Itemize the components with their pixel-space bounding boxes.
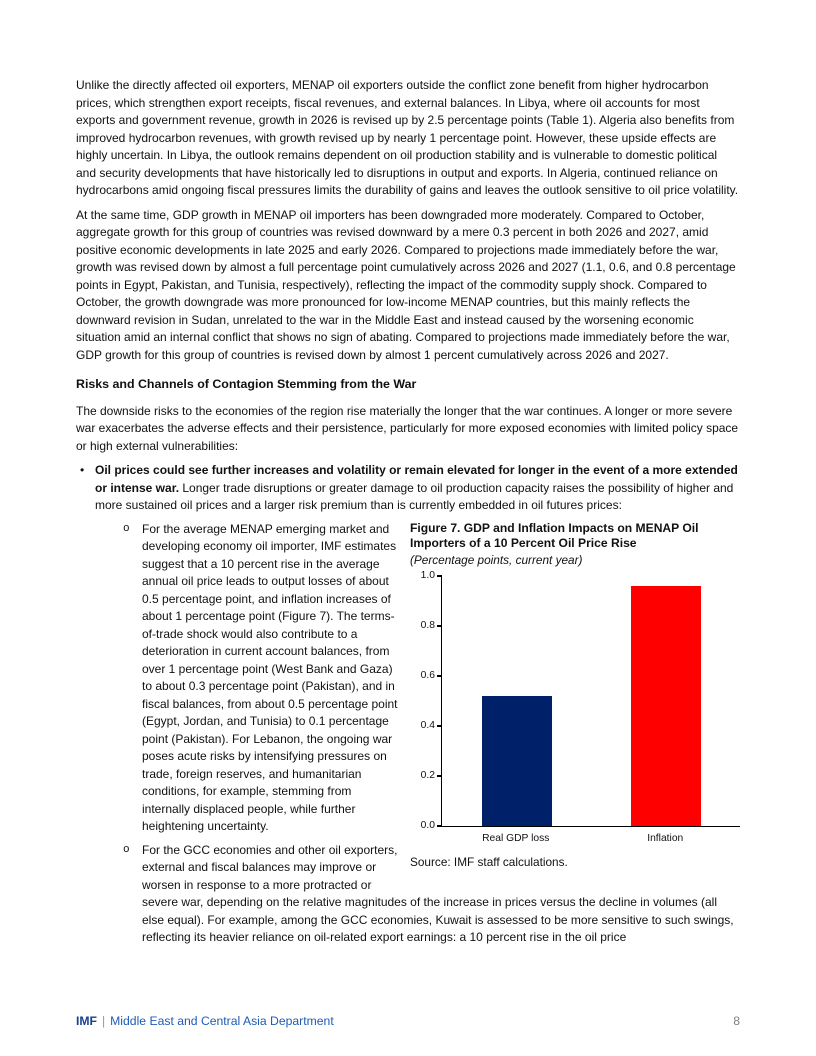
- figure-subtitle: (Percentage points, current year): [410, 552, 583, 567]
- y-tick-label: 0.8: [420, 619, 435, 631]
- footer-separator: |: [101, 1014, 106, 1028]
- figure-title: Figure 7. GDP and Inflation Impacts on MENAP Oil Importers of a 10 Percent Oil Price Rise: [410, 520, 699, 550]
- bullet-icon: •: [80, 463, 85, 477]
- sub-bullet-gcc-economies: [76, 842, 740, 947]
- footer-department: Middle East and Central Asia Department: [110, 1014, 334, 1028]
- sub-bullet-area: [76, 521, 740, 947]
- imf-logo: IMF: [76, 1014, 97, 1028]
- section-heading: Risks and Channels of Contagion Stemming from the War: [76, 377, 417, 391]
- y-tick-label: 0.4: [420, 719, 435, 731]
- bullet-rest-text: Longer trade disruptions or greater damage to oil production capacity raises the possibility of higher and more sustained oil prices and a larger risk premium than is currently embedded in oil futures prices:: [95, 480, 734, 512]
- bullet-oil-prices: [76, 462, 740, 515]
- page-number: 8: [733, 1014, 740, 1028]
- paragraph-oil-exporters: Unlike the directly affected oil exporters, MENAP oil exporters outside the conflict zone benefit from higher hydrocarbon prices, which strengthen export receipts, fiscal revenues, and external balances. In Libya, where oil accounts for most exports and government revenue, growth in 2026 is revised up by 2.5 percentage points (Table 1). Algeria also benefits from improved hydrocarbon revenues, with growth revised up by nearly 1 percentage point. However, these upside effects are highly uncertain. In Libya, the outlook remains dependent on oil production stability and is vulnerable to domestic political and security developments that have historically led to disruptions in output and exports. In Algeria, continued reliance on hydrocarbons amid ongoing fiscal pressures limits the durability of gains and leaves the outlook sensitive to oil price volatility.: [76, 78, 739, 197]
- sub-bullet-oil-importer-impact: [76, 521, 740, 836]
- sub-bullet-text: For the GCC economies and other oil exporters, external and fiscal balances may improve or worsen in response to a more protracted or severe war, depending on the relative magnitudes of the increase in prices versus the decline in volumes (all else equal). For example, among the GCC economies, Kuwait is assessed to be more sensitive to such swings, reflecting its heavier reliance on oil-related export earnings: a 10 percent rise in the oil price: [142, 842, 734, 944]
- footer-left: [76, 1013, 334, 1031]
- figure-source: Source: IMF staff calculations.: [410, 854, 568, 869]
- y-tick-label: 0.0: [420, 819, 435, 831]
- y-tick-label: 1.0: [420, 569, 435, 581]
- y-tick-label: 0.6: [420, 669, 435, 681]
- section-intro: The downside risks to the economies of the region rise materially the longer that the war continues. A longer or more severe war exacerbates the adverse effects and their persistence, particularly for more exposed economies with limited policy space or high external vulnerabilities:: [76, 403, 739, 453]
- page-footer: [76, 1013, 740, 1031]
- y-tick-label: 0.2: [420, 769, 435, 781]
- x-category-label: Real GDP loss: [482, 832, 550, 844]
- bullet-bold-text: Oil prices could see further increases and volatility or remain elevated for longer in the event of a more extended or intense war.: [95, 463, 738, 495]
- circle-bullet-icon: o: [123, 523, 130, 535]
- paragraph-oil-importers: At the same time, GDP growth in MENAP oil importers has been downgraded more moderately. Compared to October, aggregate growth for this group of countries was revised downward by a mere 0.3 percent in both 2026 and 2027, amid positive economic developments in late 2025 and early 2026. Compared to projections made immediately before the war, growth was revised down by almost a full percentage point cumulatively across 2026 and 2027 (1.1, 0.6, and 0.8 percentage points in Egypt, Pakistan, and Tunisia, respectively), reflecting the impact of the commodity supply shock. Compared to October, the growth downgrade was more pronounced for low-income MENAP countries, but this mainly reflects the downward revision in Sudan, unrelated to the war in the Middle East and instead caused by the worsening economic situation amid an internal conflict that shows no sign of abating. Compared to projections made immediately before the war, GDP growth for this group of countries is revised down by almost 1 percent cumulatively across 2026 and 2027.: [76, 207, 736, 362]
- x-category-label: Inflation: [647, 832, 684, 844]
- sub-bullet-text: For the average MENAP emerging market and developing economy oil importer, IMF estimates suggest that a 10 percent rise in the average annual oil price leads to output losses of about 0.5 percentage point, and inflation increases of about 1 percentage point (Figure 7). The terms-of-trade shock would also contribute to a deterioration in current account balances, from over 1 percentage point (West Bank and Gaza) to about 0.3 percentage point (Pakistan), and in fiscal balances, from about 0.5 percentage point (Egypt, Jordan, and Tunisia) to 0.1 percentage point (Pakistan). For Lebanon, the ongoing war poses acute risks by intensifying pressures on trade, foreign reserves, and humanitarian conditions, for example, stemming from internally displaced people, while further heightening uncertainty.: [142, 521, 398, 833]
- circle-bullet-icon: o: [123, 844, 130, 856]
